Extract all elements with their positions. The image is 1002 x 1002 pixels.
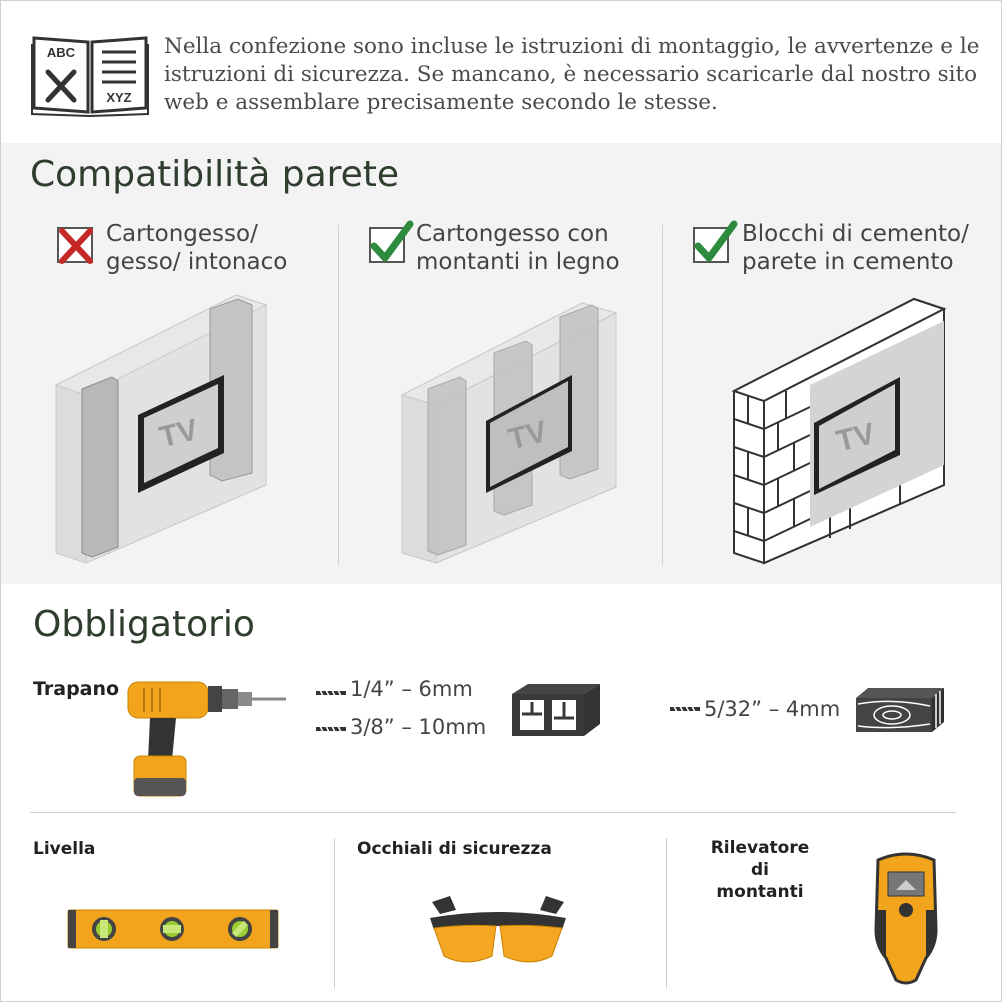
manual-icon xyxy=(30,30,150,116)
drill-bit-icon xyxy=(670,705,700,713)
drill-icon xyxy=(124,670,290,800)
spirit-level-icon xyxy=(68,908,280,950)
manual-icon-xyz: XYZ xyxy=(106,90,132,105)
column-divider xyxy=(338,225,339,565)
cross-icon xyxy=(56,225,96,265)
section-divider xyxy=(30,812,956,813)
tool-column-divider xyxy=(334,838,335,988)
tool-column-divider xyxy=(666,838,667,988)
bit-size-label: 3/8” – 10mm xyxy=(350,715,487,739)
drill-bit-icon xyxy=(316,689,346,697)
bit-size-label: 5/32” – 4mm xyxy=(704,697,841,721)
manual-icon-abc: ABC xyxy=(46,45,76,60)
bit-size-label: 1/4” – 6mm xyxy=(350,677,473,701)
concrete-block-icon xyxy=(508,680,602,740)
wall-option-line2: montanti in legno xyxy=(416,249,620,275)
stud-finder-label xyxy=(710,837,810,903)
level-label: Livella xyxy=(33,839,96,859)
wall-option-line2: parete in cemento xyxy=(742,249,954,275)
wood-plank-icon xyxy=(852,684,946,734)
brick-wall-illustration xyxy=(730,295,946,565)
check-icon xyxy=(368,220,414,266)
check-icon xyxy=(692,220,738,266)
wall-option-label xyxy=(742,220,969,276)
required-title: Obbligatorio xyxy=(33,604,255,645)
wall-option-label xyxy=(106,220,287,276)
wall-option-line1: Blocchi di cemento/ xyxy=(742,221,969,247)
stud-finder-label-line2: montanti xyxy=(716,882,804,902)
wall-option-label xyxy=(416,220,620,276)
safety-glasses-label: Occhiali di sicurezza xyxy=(357,839,552,859)
drill-bit-icon xyxy=(316,725,346,733)
stud-finder-label-line1: Rilevatore di xyxy=(710,838,810,880)
drill-label: Trapano xyxy=(33,678,120,700)
stud-wall-illustration xyxy=(402,295,622,565)
tv-label: TV xyxy=(156,413,202,455)
safety-glasses-icon xyxy=(426,894,570,970)
wall-option-line2: gesso/ intonaco xyxy=(106,249,288,275)
wall-option-line1: Cartongesso/ xyxy=(106,221,258,247)
tv-label: TV xyxy=(833,417,879,459)
instructions-notice: Nella confezione sono incluse le istruzioni di montaggio, le avvertenze e le istruzioni di sicurezza. Se mancano, è necessario scaricarle dal nostro sito web e assemblare precisamente secondo le stesse. xyxy=(164,34,980,115)
column-divider xyxy=(662,225,663,565)
wall-option-line1: Cartongesso con xyxy=(416,221,609,247)
stud-finder-icon xyxy=(870,850,942,986)
drywall-illustration xyxy=(56,295,266,565)
wall-compatibility-title: Compatibilità parete xyxy=(30,154,400,195)
tv-label: TV xyxy=(505,415,551,457)
